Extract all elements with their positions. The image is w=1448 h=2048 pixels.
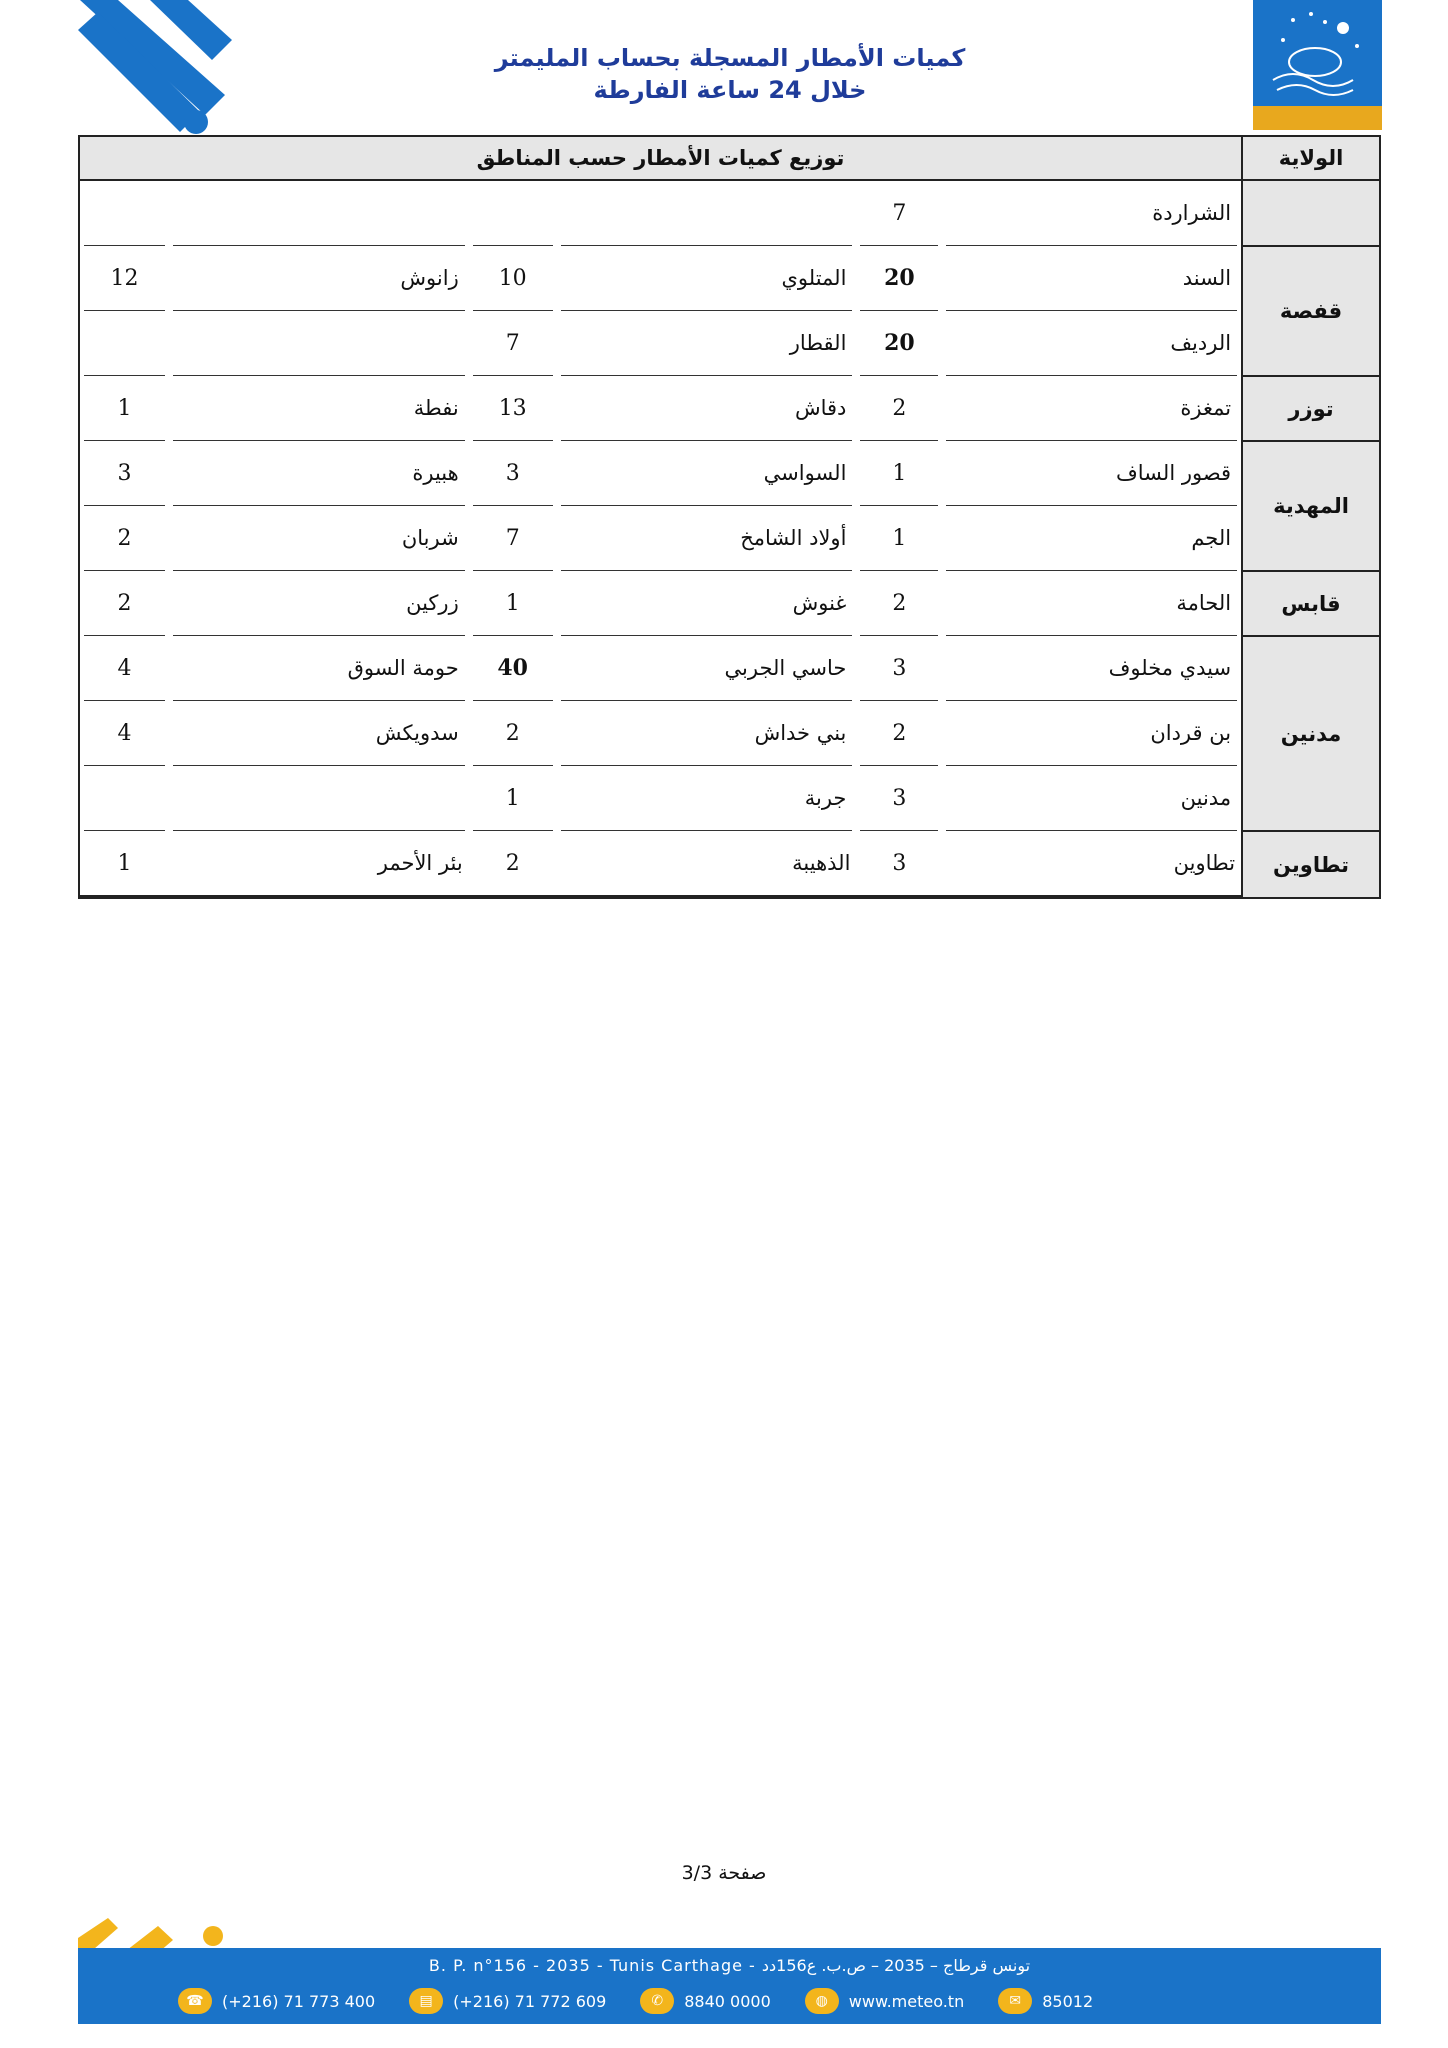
station-name [173,311,465,376]
footer-contact-item [998,1988,1093,2014]
station-name: الحامة [946,571,1237,636]
rainfall-value: 2 [84,506,165,571]
table-row [79,246,1380,311]
station-name: الشراردة [946,181,1237,246]
footer-bar [78,1948,1381,2024]
station-name: سدويكش [173,701,465,766]
rainfall-value [84,311,165,376]
rainfall-value [84,181,165,246]
rainfall-value: 13 [473,376,553,441]
governorate-cell: مدنين [1242,636,1380,831]
station-name: القطار [561,311,853,376]
station-name [561,181,853,246]
rainfall-value: 40 [473,636,553,701]
station-name: بئر الأحمر [169,831,469,897]
station-name [173,181,465,246]
table-row [79,701,1380,766]
rainfall-value: 2 [473,701,553,766]
rainfall-value: 7 [473,506,553,571]
rainfall-value: 12 [84,246,165,311]
rainfall-value: 3 [860,766,938,831]
station-name: حاسي الجربي [561,636,853,701]
sms-icon: ✉ [998,1988,1032,2014]
footer-contact-text: (+216) 71 772 609 [453,1991,607,2011]
document-subtitle: خلال 24 ساعة الفارطة [593,76,867,104]
table-row [79,571,1380,636]
station-name: الجم [946,506,1237,571]
station-name: تطاوين [942,831,1241,897]
table-row [79,376,1380,441]
footer-contact-item [178,1988,375,2014]
station-name [173,766,465,831]
table-row [79,180,1380,246]
station-name: الرديف [946,311,1237,376]
rainfall-value: 2 [860,701,938,766]
footer-contact-text: www.meteo.tn [848,1991,965,2011]
footer-contact-text: 8840 0000 [684,1991,771,2011]
rainfall-value: 1 [860,441,938,506]
table-row [79,311,1380,376]
page-number: صفحة 3/3 [681,1862,767,1884]
governorate-cell: قفصة [1242,246,1380,376]
rainfall-value: 20 [860,311,938,376]
rainfall-table-body [79,180,1380,898]
rainfall-value: 1 [473,766,553,831]
footer-contact-item [640,1988,771,2014]
rainfall-value: 4 [84,701,165,766]
rainfall-value: 1 [80,831,169,897]
rainfall-value [84,766,165,831]
rainfall-value: 7 [473,311,553,376]
station-name: بني خداش [561,701,853,766]
station-name: نفطة [173,376,465,441]
station-name: حومة السوق [173,636,465,701]
governorate-cell: تطاوين [1242,831,1380,898]
station-name: قصور الساف [946,441,1237,506]
station-name: السواسي [561,441,853,506]
rainfall-value: 7 [860,181,938,246]
rainfall-value: 3 [473,441,553,506]
call-center-icon: ✆ [640,1988,674,2014]
governorate-cell: توزر [1242,376,1380,441]
footer-contact-item [409,1988,606,2014]
rainfall-value [473,181,553,246]
footer-contact-item[interactable] [805,1988,964,2014]
rainfall-value: 2 [860,571,938,636]
table-row [79,831,1380,898]
rainfall-value: 3 [860,636,938,701]
rainfall-value: 1 [473,571,553,636]
station-name: تمغزة [946,376,1237,441]
station-name: شربان [173,506,465,571]
station-name: أولاد الشامخ [561,506,853,571]
rainfall-value: 2 [860,376,938,441]
rainfall-value: 2 [84,571,165,636]
footer-contacts [178,1988,1093,2014]
logo-caption-strip [1253,106,1382,130]
station-name: السند [946,246,1237,311]
table-row [79,636,1380,701]
rainfall-value: 2 [469,831,557,897]
station-name: بن قردان [946,701,1237,766]
rainfall-value: 3 [84,441,165,506]
rainfall-value: 20 [860,246,938,311]
rainfall-value: 10 [473,246,553,311]
station-name: جربة [561,766,853,831]
rainfall-value: 1 [860,506,938,571]
table-row [79,506,1380,571]
governorate-cell [1242,180,1380,246]
governorate-cell: المهدية [1242,441,1380,571]
phone-icon: ☎ [178,1988,212,2014]
station-name: سيدي مخلوف [946,636,1237,701]
governorate-column-header: الولاية [1242,136,1380,180]
governorate-cell: قابس [1242,571,1380,636]
station-name: هبيرة [173,441,465,506]
table-row [79,766,1380,831]
station-name: غنوش [561,571,853,636]
footer-contact-text: (+216) 71 773 400 [222,1991,376,2011]
distribution-column-header: توزيع كميات الأمطار حسب المناطق [79,136,1242,180]
station-name: الذهيبة [557,831,857,897]
rainfall-value: 1 [84,376,165,441]
station-name: زركين [173,571,465,636]
footer-contact-text: 85012 [1042,1991,1094,2011]
logo-emblem-icon [1253,0,1382,106]
header-stripes-graphic [0,0,260,140]
station-name: المتلوي [561,246,853,311]
institute-logo [1253,0,1382,130]
station-name: دقاش [561,376,853,441]
fax-icon: ▤ [409,1988,443,2014]
rainfall-value: 4 [84,636,165,701]
footer-address: B. P. n°156 - 2035 - Tunis Carthage - تونس قرطاج – 2035 – ص.ب. ع156دد [428,1956,1031,1975]
table-row [79,441,1380,506]
globe-icon: ◍ [805,1988,839,2014]
rainfall-table [78,135,1381,899]
station-name: زانوش [173,246,465,311]
document-title: كميات الأمطار المسجلة بحساب المليمتر [494,44,966,72]
station-name: مدنين [946,766,1237,831]
rainfall-value: 3 [856,831,942,897]
